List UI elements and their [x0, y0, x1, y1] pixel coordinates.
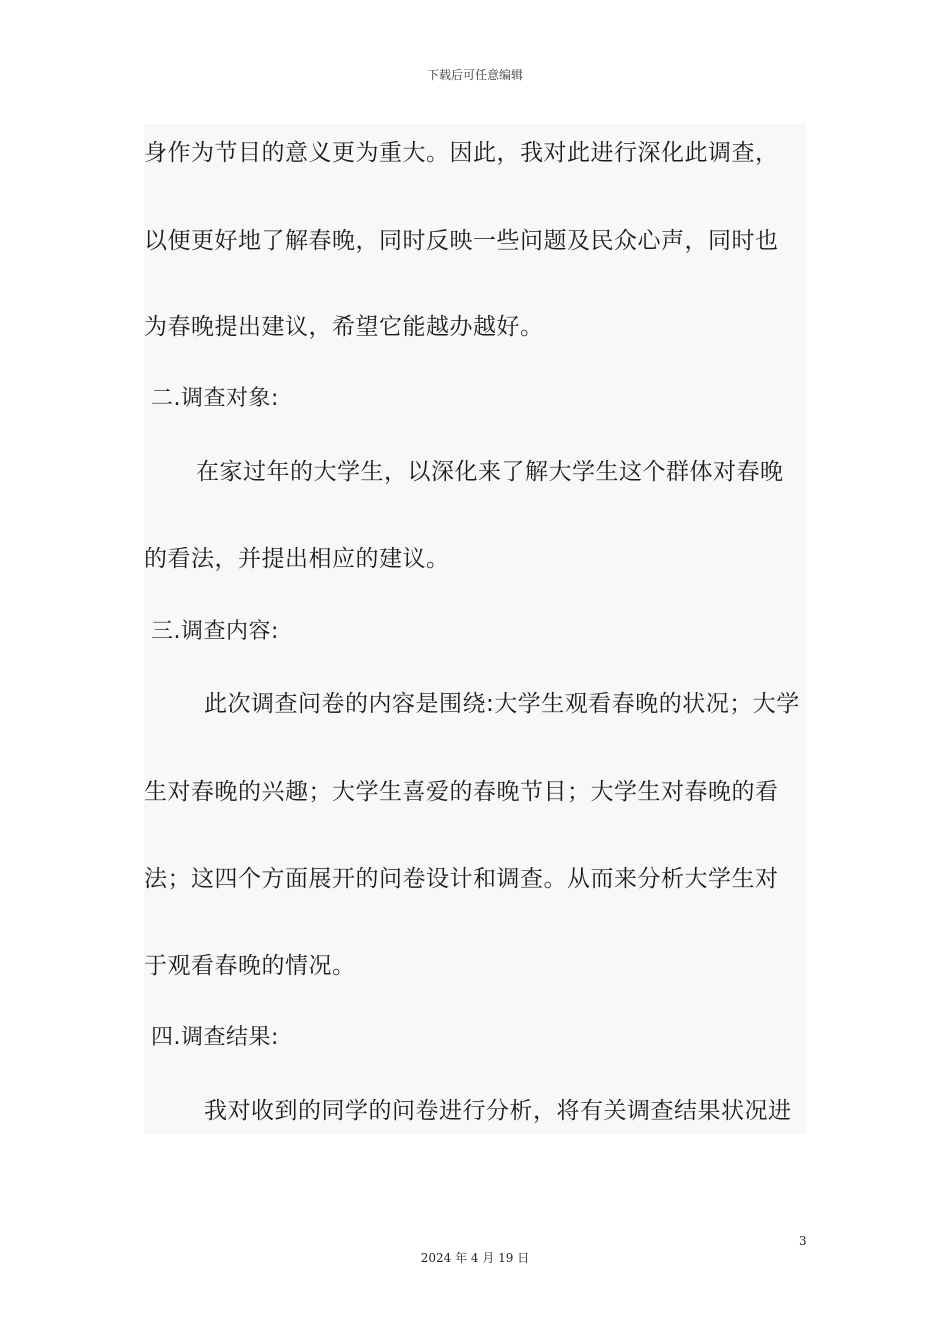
page-header: 下载后可任意编辑 [426, 68, 523, 82]
paragraph-line: 以便更好地了解春晚，同时反映一些问题及民众心声，同时也 [144, 228, 779, 254]
paragraph-line: 的看法，并提出相应的建议。 [144, 546, 450, 572]
paragraph-line: 法；这四个方面展开的问卷设计和调查。从而来分析大学生对 [144, 866, 779, 892]
section-heading-subjects: 二.调查对象: [151, 386, 279, 411]
paragraph-line: 身作为节目的意义更为重大。因此，我对此进行深化此调查， [144, 140, 779, 166]
paragraph-line: 此次调查问卷的内容是围绕:大学生观看春晚的状况；大学 [204, 691, 800, 717]
paragraph-line: 在家过年的大学生，以深化来了解大学生这个群体对春晚 [196, 459, 784, 485]
footer-date: 2024 年 4 月 19 日 [420, 1251, 530, 1265]
paragraph-line: 我对收到的同学的问卷进行分析，将有关调查结果状况进 [204, 1098, 792, 1124]
paragraph-line: 为春晚提出建议，希望它能越办越好。 [144, 314, 544, 340]
paragraph-line: 于观看春晚的情况。 [144, 953, 356, 979]
section-heading-results: 四.调查结果: [151, 1025, 279, 1050]
paragraph-line: 生对春晚的兴趣；大学生喜爱的春晚节目；大学生对春晚的看 [144, 779, 779, 805]
page-number: 3 [799, 1234, 807, 1248]
section-heading-content: 三.调查内容: [151, 619, 279, 644]
